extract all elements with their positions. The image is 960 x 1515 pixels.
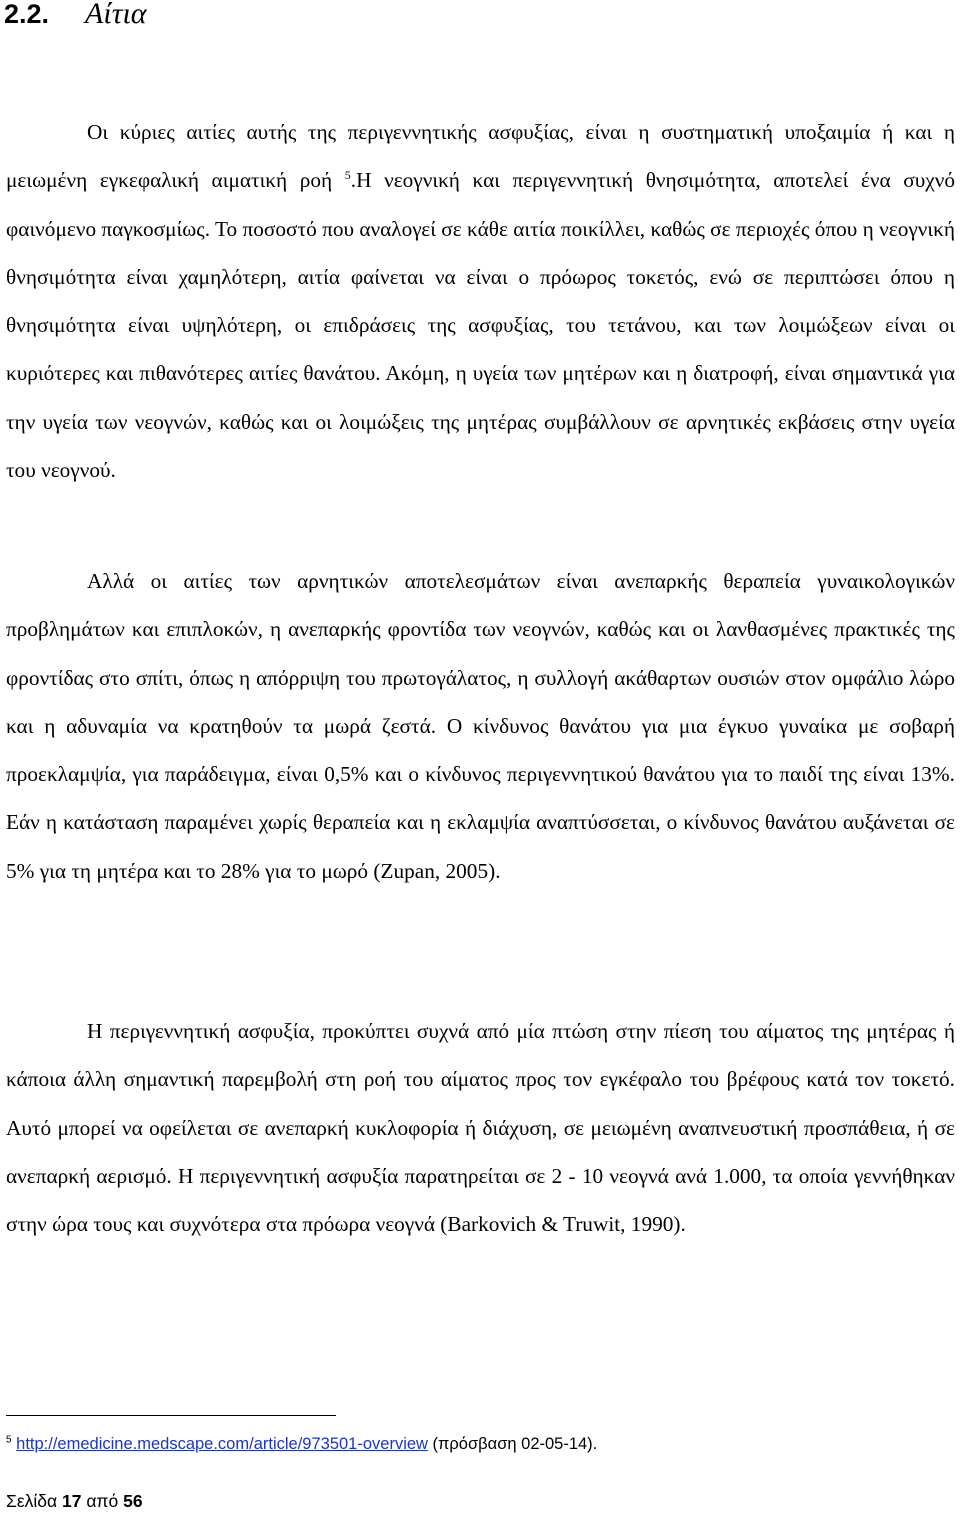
paragraph-2: Αλλά οι αιτίες των αρνητικών αποτελεσμάτων είναι ανεπαρκής θεραπεία γυναικολογικών προβλημάτων και επιπλοκών, η ανεπαρκής φροντίδα των νεογνών, καθώς και οι λανθασμένες πρακτικές της φροντίδας στο σπίτι, όπως η απόρριψη του πρωτογάλατος, η συλλογή ακάθαρτων ουσιών στον ομφάλιο λώρο και η αδυναμία να κρατηθούν τα μωρά ζεστά. Ο κίνδυνος θανάτου για μια έγκυο γυναίκα με σοβαρή προεκλαμψία, για παράδειγμα, είναι 0,5% και ο κίνδυνος περιγεννητικού θανάτου για το παιδί της είναι 13%. Εάν η κατάσταση παραμένει χωρίς θεραπεία και η εκλαμψία αναπτύσσεται, ο κίνδυνος θανάτου αυξάνεται σε 5% για τη μητέρα και το 28% για το μωρό (Zupan, 2005). xyxy=(6,569,955,883)
page-number-middle: από xyxy=(81,1491,124,1511)
footnote-access-date: (πρόσβαση 02-05-14). xyxy=(427,1435,598,1453)
page-total: 56 xyxy=(123,1491,143,1511)
page-number xyxy=(6,1490,143,1512)
footnote-separator xyxy=(6,1415,336,1416)
paragraph-1 xyxy=(6,108,955,494)
footnote-marker: 5 xyxy=(6,1434,12,1446)
paragraph-1-text-a: Οι κύριες αιτίες αυτής της περιγεννητικής ασφυξίας, είναι η συστηματική υποξαιμία ή και η μειωμένη εγκεφαλική αιματική ροή xyxy=(6,120,955,193)
section-number: 2.2. xyxy=(4,0,50,29)
page-current: 17 xyxy=(61,1491,82,1511)
footnote xyxy=(6,1433,597,1455)
section-title: Αίτια xyxy=(85,0,147,30)
footnote-link[interactable]: http://emedicine.medscape.com/article/973501-overview xyxy=(16,1435,428,1453)
section-heading xyxy=(4,0,147,34)
page-number-prefix: Σελίδα xyxy=(6,1491,62,1511)
paragraph-1-text-b: .Η νεογνική και περιγεννητική θνησιμότητα, αποτελεί ένα συχνό φαινόμενο παγκοσμίως. Το ποσοστό που αναλογεί σε κάθε αιτία ποικίλλει, καθώς σε περιοχές όπου η νεογνική θνησιμότητα είναι χαμηλότερη, αιτία φαίνεται να είναι ο πρόωρος τοκετός, ενώ σε περιπτώσει όπου η θνησιμότητα είναι υψηλότερη, οι επιδράσεις της ασφυξίας, του τετάνου, και των λοιμώξεων είναι οι κυριότερες και πιθανότερες αιτίες θανάτου. Ακόμη, η υγεία των μητέρων και η διατροφή, είναι σημαντικά για την υγεία των νεογνών, καθώς και οι λοιμώξεις της μητέρας συμβάλλουν σε αρνητικές εκβάσεις στην υγεία του νεογνού. xyxy=(6,168,956,483)
paragraph-3: Η περιγεννητική ασφυξία, προκύπτει συχνά από μία πτώση στην πίεση του αίματος της μητέρας ή κάποια άλλη σημαντική παρεμβολή στη ροή του αίματος προς τον εγκέφαλο του βρέφους κατά τον τοκετό. Αυτό μπορεί να οφείλεται σε ανεπαρκή κυκλοφορία ή διάχυση, σε μειωμένη αναπνευστική προσπάθεια, ή σε ανεπαρκή αερισμό. Η περιγεννητική ασφυξία παρατηρείται σε 2 - 10 νεογνά ανά 1.000, τα οποία γεννήθηκαν στην ώρα τους και συχνότερα στα πρόωρα νεογνά (Barkovich & Truwit, 1990). xyxy=(6,1019,955,1237)
footnote-reference[interactable]: 5 xyxy=(344,168,351,183)
